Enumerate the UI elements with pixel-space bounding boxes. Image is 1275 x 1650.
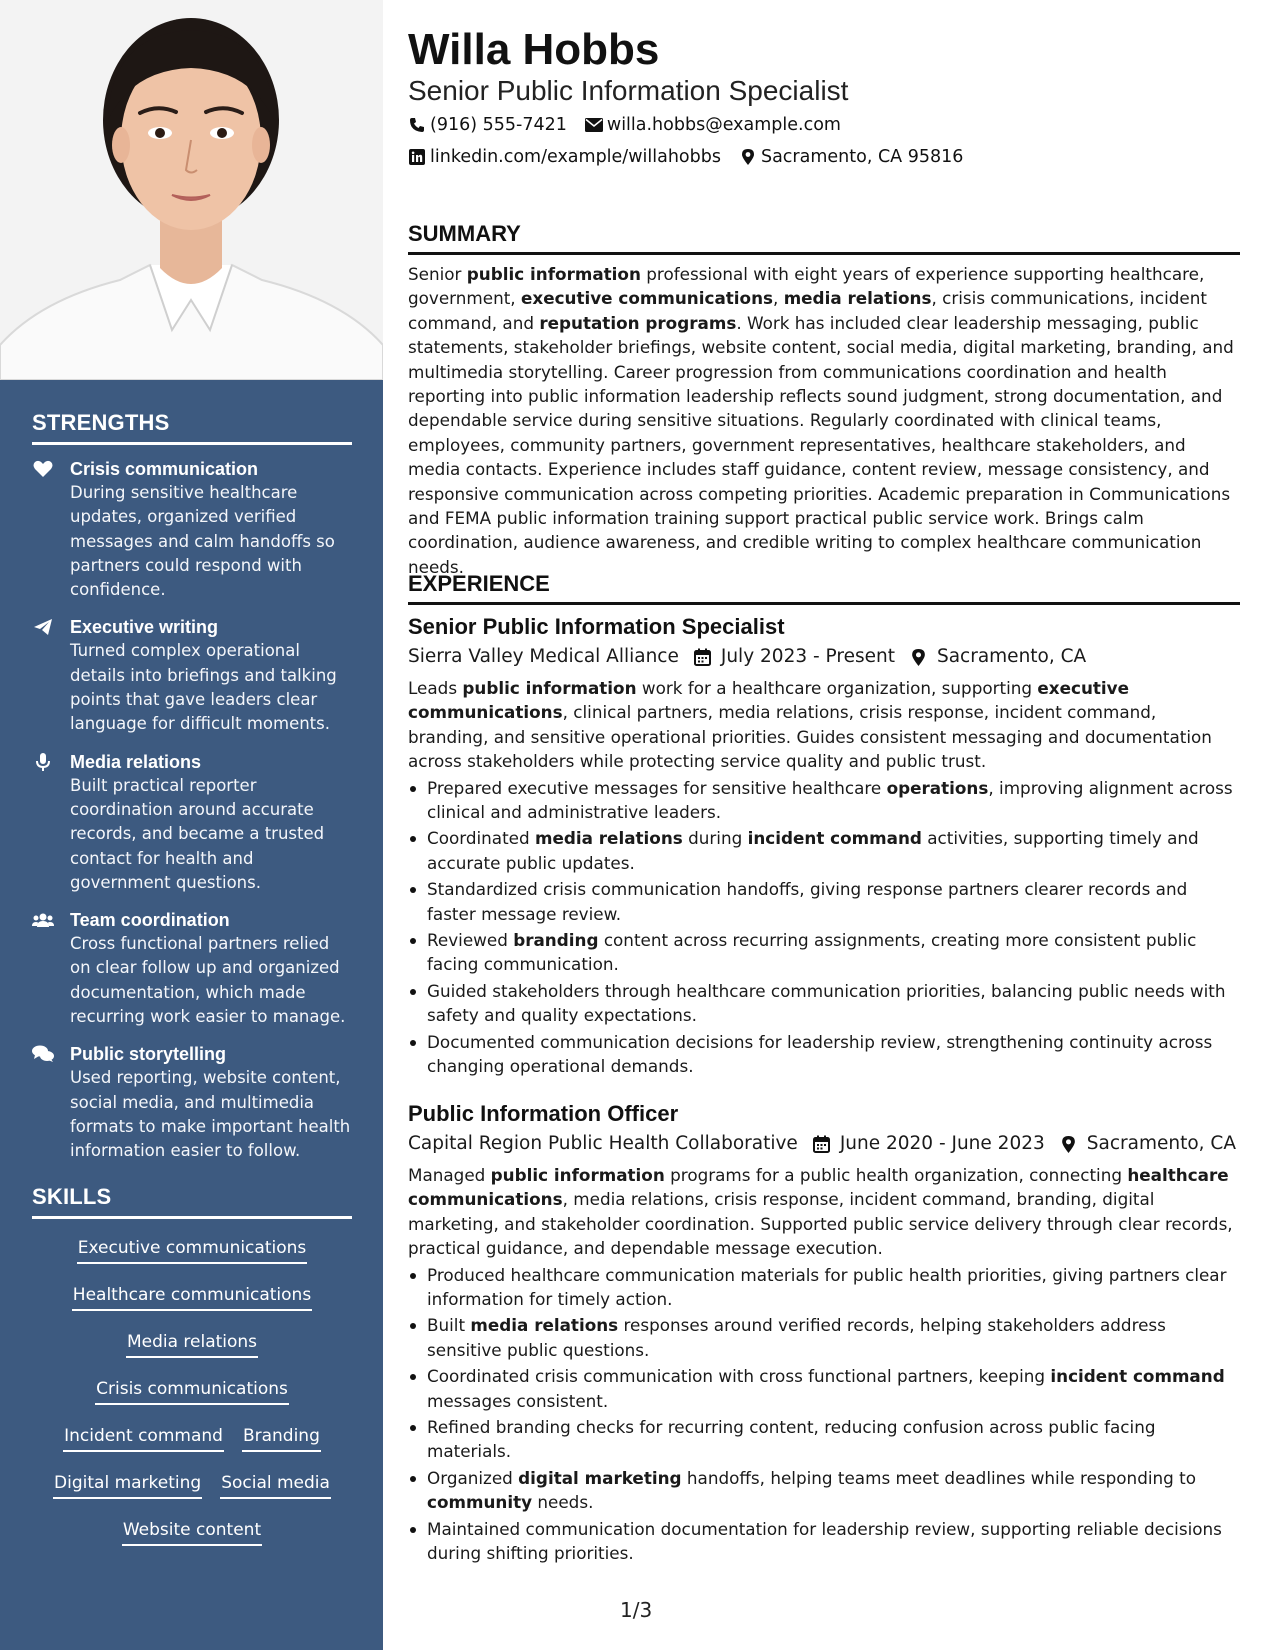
heart-icon [32, 459, 54, 479]
sidebar [0, 0, 383, 1650]
map-pin-icon [1059, 1134, 1079, 1154]
job-bullets [408, 776, 1240, 1079]
map-pin-icon [909, 647, 929, 667]
strength-item [32, 908, 352, 1029]
bullet-item: Guided stakeholders through healthcare communication priorities, balancing public needs with safety and quality expectations. [408, 979, 1240, 1028]
job-description: Leads public information work for a healthcare organization, supporting executive communications, clinical partners, media relations, crisis response, incident command, branding, and sensitive operational priorities. Guides consistent messaging and documentation across stakeholders while protecting service quality and public trust. [408, 678, 1212, 772]
map-pin-icon [739, 148, 757, 166]
skill-tag: Healthcare communications [72, 1284, 312, 1311]
strength-item [32, 457, 352, 602]
strength-title: Media relations [70, 751, 202, 772]
strength-title: Crisis communication [70, 459, 259, 479]
job-dates: June 2020 - June 2023 [839, 1133, 1045, 1154]
contact-row [408, 145, 981, 169]
profile-photo [0, 0, 383, 380]
strength-item [32, 750, 352, 895]
job-location: Sacramento, CA [1086, 1133, 1236, 1154]
job-entry [408, 1099, 1240, 1568]
job-location: Sacramento, CA [936, 646, 1087, 667]
skill-tag: Executive communications [77, 1237, 308, 1264]
skill-tag: Branding [242, 1425, 321, 1452]
skill-tag: Digital marketing [53, 1472, 202, 1499]
job-company: Sierra Valley Medical Alliance [408, 646, 679, 667]
strength-title: Executive writing [70, 617, 219, 638]
summary-heading: SUMMARY [408, 220, 1240, 255]
strength-title: Public storytelling [70, 1044, 227, 1065]
job-dates: July 2023 - Present [720, 646, 895, 667]
bullet-item: Built media relations responses around verified records, helping stakeholders address sensitive public questions. [408, 1313, 1240, 1362]
job-entry [408, 612, 1240, 1081]
bullet-item: Documented communication decisions for leadership review, strengthening continuity across changing operational demands. [408, 1030, 1240, 1079]
contact-row [408, 113, 859, 137]
calendar-icon [812, 1134, 832, 1154]
job-meta [408, 1129, 1240, 1159]
skill-tag: Website content [122, 1519, 262, 1546]
strengths-heading: STRENGTHS [32, 410, 352, 445]
comments-icon [32, 1044, 54, 1064]
linkedin-text: linkedin.com/example/willahobbs [430, 147, 721, 167]
bullet-item: Refined branding checks for recurring content, reducing confusion across public facing materials. [408, 1415, 1240, 1464]
bullet-item: Reviewed branding content across recurring assignments, creating more consistent public facing communication. [408, 928, 1240, 977]
location-contact [739, 145, 963, 169]
location-text: Sacramento, CA 95816 [760, 147, 964, 167]
microphone-icon [32, 752, 54, 772]
bullet-item: Coordinated crisis communication with cross functional partners, keeping incident command messages consistent. [408, 1364, 1240, 1413]
job-bullets [408, 1263, 1240, 1566]
users-icon [32, 910, 54, 930]
strength-item [32, 615, 352, 736]
skills-heading: SKILLS [32, 1184, 352, 1219]
linkedin-icon [408, 148, 426, 166]
linkedin-contact[interactable] [408, 145, 721, 169]
envelope-icon [585, 116, 603, 134]
strength-desc: Used reporting, website content, social media, and multimedia formats to make important health information easier to follow. [70, 1068, 351, 1161]
summary-text: Senior public information professional with eight years of experience supporting healthcare, government, executive communications, media relations, crisis communications, incident command, and reputation programs. Work has included clear leadership messaging, public statements, stakeholder briefings, website content, social media, digital marketing, branding, and multimedia storytelling. Career progression from communications coordination and health reporting into public information leadership reflects sound judgment, strong documentation, and dependable service during sensitive situations. Regularly coordinated with clinical teams, employees, community partners, government representatives, healthcare stakeholders, and media contacts. Experience includes staff guidance, content review, message consistency, and responsive communication across competing priorities. Academic preparation in Communications and FEMA public information training support practical public service work. Brings calm coordination, audience awareness, and credible writing to complex healthcare communication needs. [408, 264, 1234, 577]
strength-desc: During sensitive healthcare updates, organized verified messages and calm handoffs so partners could respond with confidence. [70, 483, 335, 600]
bullet-item: Organized digital marketing handoffs, helping teams meet deadlines while responding to community needs. [408, 1466, 1240, 1515]
phone-text: (916) 555-7421 [430, 115, 567, 135]
job-description: Managed public information programs for a public health organization, connecting healthcare communications, media relations, crisis response, incident command, branding, digital marketing, and stakeholder coordination. Supported public service delivery through clear records, practical guidance, and dependable message execution. [408, 1165, 1233, 1259]
bullet-item: Coordinated media relations during incident command activities, supporting timely and accurate public updates. [408, 826, 1240, 875]
candidate-title: Senior Public Information Specialist [408, 75, 849, 106]
strength-desc: Cross functional partners relied on clear follow up and organized documentation, which made recurring work easier to manage. [70, 934, 346, 1027]
job-meta [408, 642, 1240, 672]
bullet-item: Produced healthcare communication materials for public health priorities, giving partners clear information for timely action. [408, 1263, 1240, 1312]
bullet-item: Prepared executive messages for sensitive healthcare operations, improving alignment across clinical and administrative leaders. [408, 776, 1240, 825]
email-text: willa.hobbs@example.com [606, 115, 841, 135]
page-number: 1/3 [620, 1598, 653, 1622]
paper-plane-icon [32, 617, 54, 637]
skill-tag: Media relations [126, 1331, 258, 1358]
bullet-item: Standardized crisis communication handoffs, giving response partners clearer records and faster message review. [408, 877, 1240, 926]
bullet-item: Maintained communication documentation for leadership review, supporting reliable decisions during shifting priorities. [408, 1517, 1240, 1566]
strength-title: Team coordination [70, 910, 230, 931]
calendar-icon [693, 647, 713, 667]
skill-tag: Crisis communications [95, 1378, 289, 1405]
strength-desc: Turned complex operational details into briefings and talking points that gave leaders clear language for difficult moments. [70, 641, 337, 734]
strength-desc: Built practical reporter coordination around accurate records, and became a trusted contact for health and government questions. [70, 775, 325, 892]
experience-heading: EXPERIENCE [408, 570, 1240, 605]
email-contact[interactable] [585, 113, 841, 137]
job-title: Senior Public Information Specialist [408, 614, 785, 639]
phone-icon [408, 116, 426, 134]
skill-tag: Social media [220, 1472, 331, 1499]
job-title: Public Information Officer [408, 1101, 679, 1126]
skills-list [32, 1231, 352, 1560]
job-company: Capital Region Public Health Collaborative [408, 1133, 798, 1154]
strength-item [32, 1042, 352, 1163]
phone-contact[interactable] [408, 113, 567, 137]
candidate-name: Willa Hobbs [408, 25, 660, 74]
skill-tag: Incident command [63, 1425, 224, 1452]
